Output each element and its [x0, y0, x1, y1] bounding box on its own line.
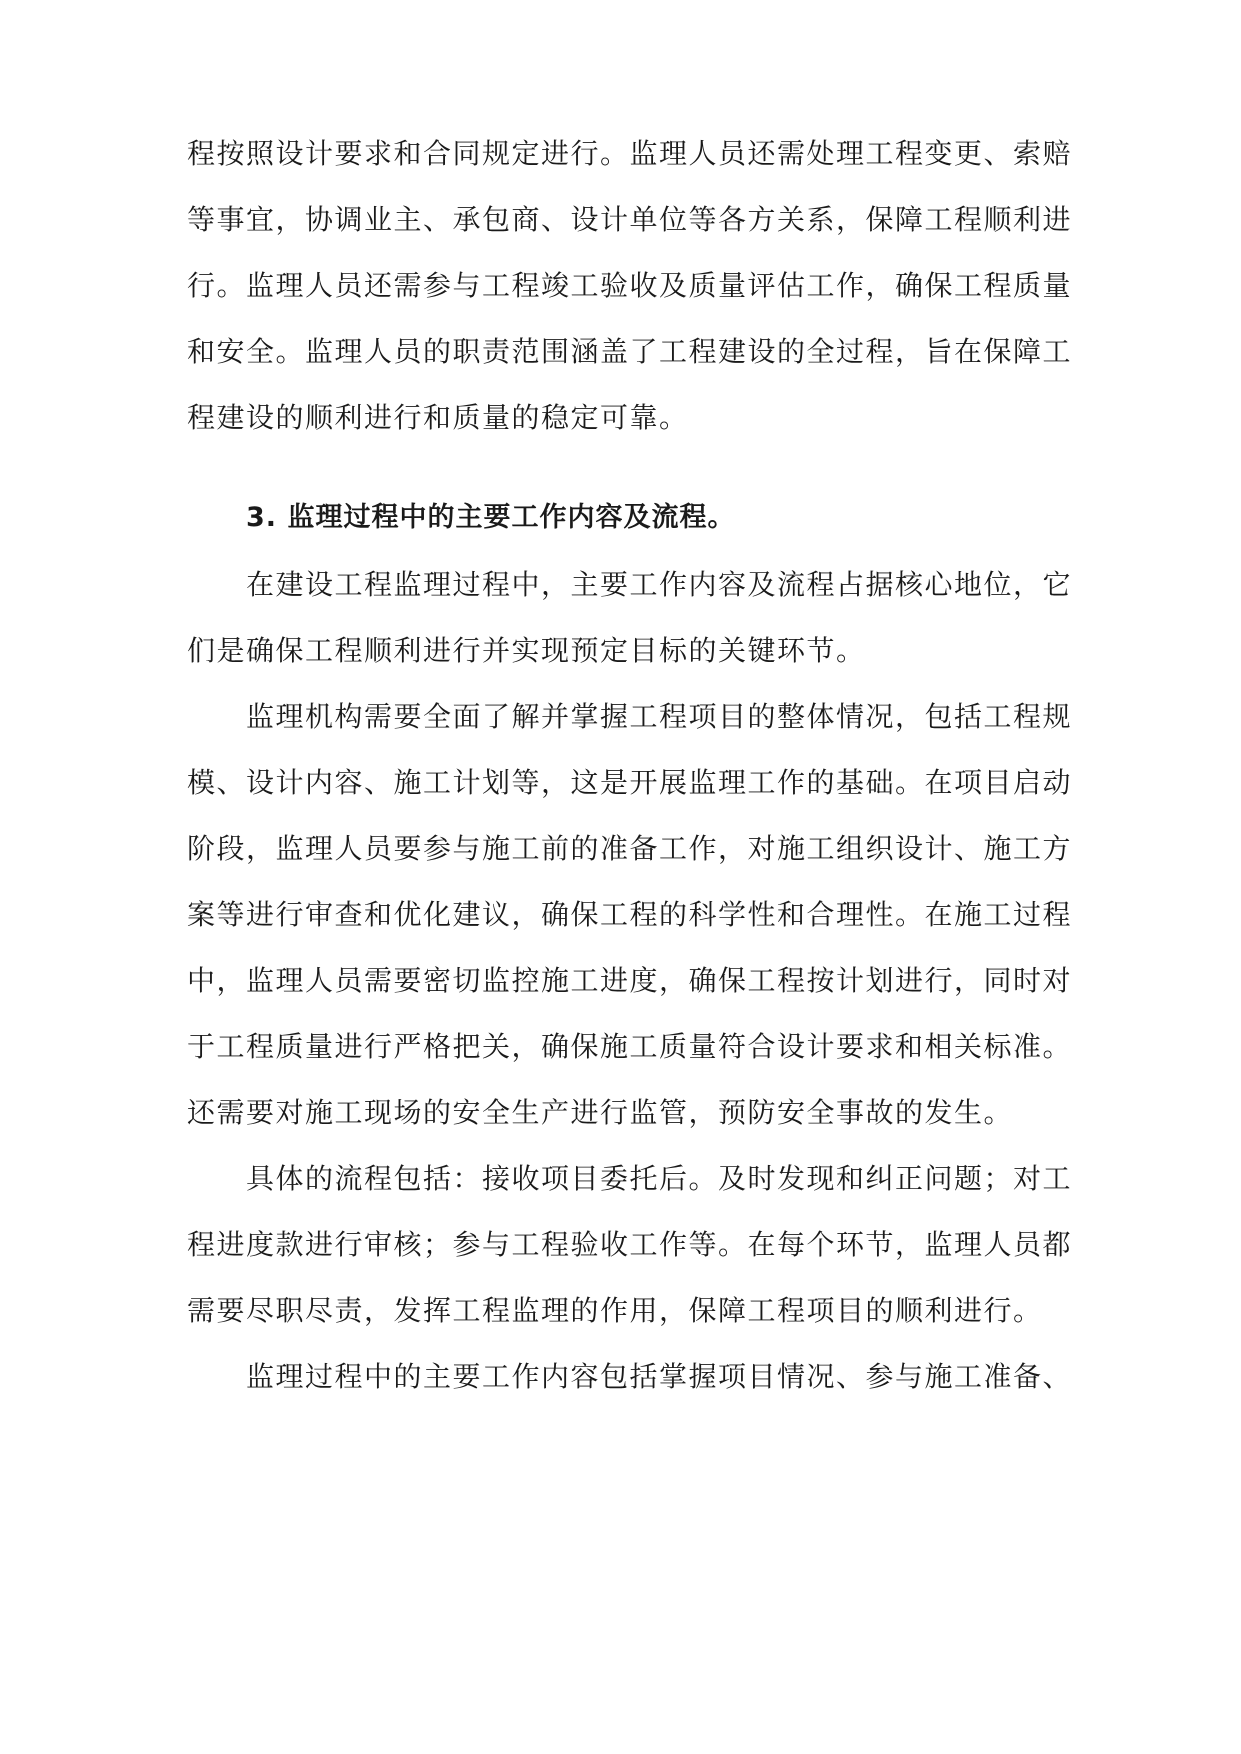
paragraph-4-line-1: 具体的流程包括：接收项目委托后。及时发现和纠正问题；对工 — [246, 1162, 1073, 1195]
paragraph-1-line-1: 程按照设计要求和合同规定进行。监理人员还需处理工程变更、索赔 — [187, 137, 1073, 170]
paragraph-4-line-3: 需要尽职尽责，发挥工程监理的作用，保障工程项目的顺利进行。 — [187, 1294, 1043, 1327]
paragraph-2-line-1: 在建设工程监理过程中，主要工作内容及流程占据核心地位，它 — [246, 568, 1073, 601]
paragraph-3-line-6: 于工程质量进行严格把关，确保施工质量符合设计要求和相关标准。 — [187, 1030, 1073, 1063]
paragraph-3-line-5: 中，监理人员需要密切监控施工进度，确保工程按计划进行，同时对 — [187, 964, 1073, 997]
paragraph-3-line-4: 案等进行审查和优化建议，确保工程的科学性和合理性。在施工过程 — [187, 898, 1073, 931]
paragraph-2-line-2: 们是确保工程顺利进行并实现预定目标的关键环节。 — [187, 634, 866, 667]
section-heading: 3. 监理过程中的主要工作内容及流程。 — [246, 502, 736, 533]
paragraph-3-line-7: 还需要对施工现场的安全生产进行监管，预防安全事故的发生。 — [187, 1096, 1014, 1129]
paragraph-4-line-2: 程进度款进行审核；参与工程验收工作等。在每个环节，监理人员都 — [187, 1228, 1073, 1261]
paragraph-1-line-5: 程建设的顺利进行和质量的稳定可靠。 — [187, 401, 689, 434]
paragraph-5-line-1: 监理过程中的主要工作内容包括掌握项目情况、参与施工准备、 — [246, 1360, 1073, 1393]
paragraph-3-line-3: 阶段，监理人员要参与施工前的准备工作，对施工组织设计、施工方 — [187, 832, 1073, 865]
paragraph-3-line-2: 模、设计内容、施工计划等，这是开展监理工作的基础。在项目启动 — [187, 766, 1073, 799]
paragraph-1-line-3: 行。监理人员还需参与工程竣工验收及质量评估工作，确保工程质量 — [187, 269, 1073, 302]
paragraph-1-line-2: 等事宜，协调业主、承包商、设计单位等各方关系，保障工程顺利进 — [187, 203, 1073, 236]
paragraph-3-line-1: 监理机构需要全面了解并掌握工程项目的整体情况，包括工程规 — [246, 700, 1073, 733]
paragraph-1-line-4: 和安全。监理人员的职责范围涵盖了工程建设的全过程，旨在保障工 — [187, 335, 1073, 368]
